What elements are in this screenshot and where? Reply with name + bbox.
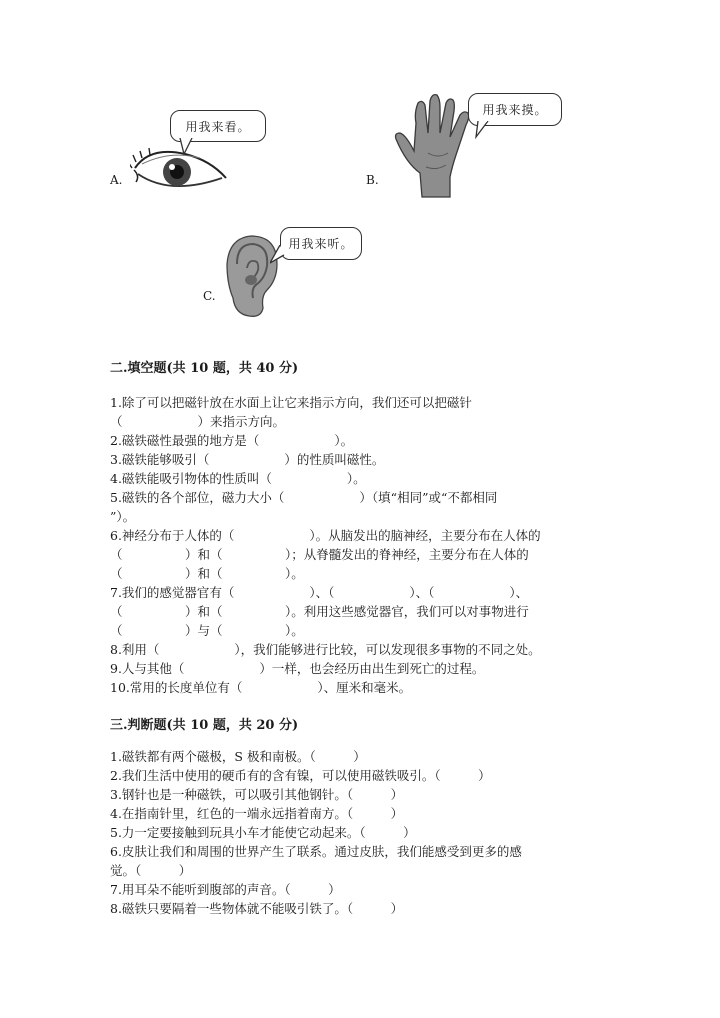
- section-2-title: 二.填空题(共 10 题，共 40 分): [110, 361, 299, 376]
- judge-line: 1.磁铁都有两个磁极，S 极和南极。（ ）: [110, 749, 366, 764]
- fill-line: 1.除了可以把磁针放在水面上让它来指示方向，我们还可以把磁针: [110, 395, 472, 410]
- bubble-tail-icon: [474, 121, 492, 139]
- fill-line: （ ）来指示方向。: [110, 414, 286, 429]
- option-a-label: A.: [110, 173, 123, 187]
- option-a-bubble: 用我来看。: [170, 110, 266, 142]
- judge-line: 4.在指南针里，红色的一端永远指着南方。（ ）: [110, 806, 404, 821]
- judge-line: 7.用耳朵不能听到腹部的声音。（ ）: [110, 882, 341, 897]
- judge-line: 3.钢针也是一种磁铁，可以吸引其他钢针。（ ）: [110, 787, 404, 802]
- option-c-label: C.: [203, 289, 216, 303]
- fill-line: 2.磁铁磁性最强的地方是（ ）。: [110, 433, 354, 448]
- judge-line: 2.我们生活中使用的硬币有的含有镍，可以使用磁铁吸引。（ ）: [110, 768, 491, 783]
- fill-line: （ ）和（ ）；从脊髓发出的脊神经，主要分布在人体的: [110, 547, 529, 562]
- option-c-bubble: 用我来听。: [280, 227, 362, 260]
- fill-line: （ ）与（ ）。: [110, 623, 304, 638]
- judge-line: 6.皮肤让我们和周围的世界产生了联系。通过皮肤，我们能感受到更多的感: [110, 844, 522, 859]
- section-3-title: 三.判断题(共 10 题，共 20 分): [110, 718, 299, 733]
- judge-line: 5.力一定要接触到玩具小车才能使它动起来。（ ）: [110, 825, 416, 840]
- fill-line: 6.神经分布于人体的（ ）。从脑发出的脑神经，主要分布在人体的: [110, 528, 541, 543]
- fill-line: 3.磁铁能够吸引（ ）的性质叫磁性。: [110, 452, 385, 467]
- option-b-bubble: 用我来摸。: [468, 93, 562, 126]
- fill-line: 7.我们的感觉器官有（ ）、（ ）、（ ）、: [110, 585, 529, 600]
- fill-line: 10.常用的长度单位有（ ）、厘米和毫米。: [110, 680, 412, 695]
- fill-line: （ ）和（ ）。: [110, 566, 304, 581]
- judge-line: 觉。（ ）: [110, 863, 192, 878]
- bubble-tail-icon: [178, 138, 196, 156]
- option-b-label: B.: [366, 173, 379, 187]
- fill-line: 9.人与其他（ ）一样，也会经历由出生到死亡的过程。: [110, 661, 485, 676]
- fill-line: 8.利用（ ），我们能够进行比较，可以发现很多事物的不同之处。: [110, 642, 541, 657]
- fill-line: 5.磁铁的各个部位，磁力大小（ ）（填“相同”或“不都相同: [110, 490, 498, 505]
- fill-line: （ ）和（ ）。利用这些感觉器官，我们可以对事物进行: [110, 604, 529, 619]
- judge-line: 8.磁铁只要隔着一些物体就不能吸引铁了。（ ）: [110, 901, 404, 916]
- fill-line: 4.磁铁能吸引物体的性质叫（ ）。: [110, 471, 366, 486]
- bubble-tail-icon: [270, 245, 288, 265]
- fill-line: ”）。: [110, 509, 136, 524]
